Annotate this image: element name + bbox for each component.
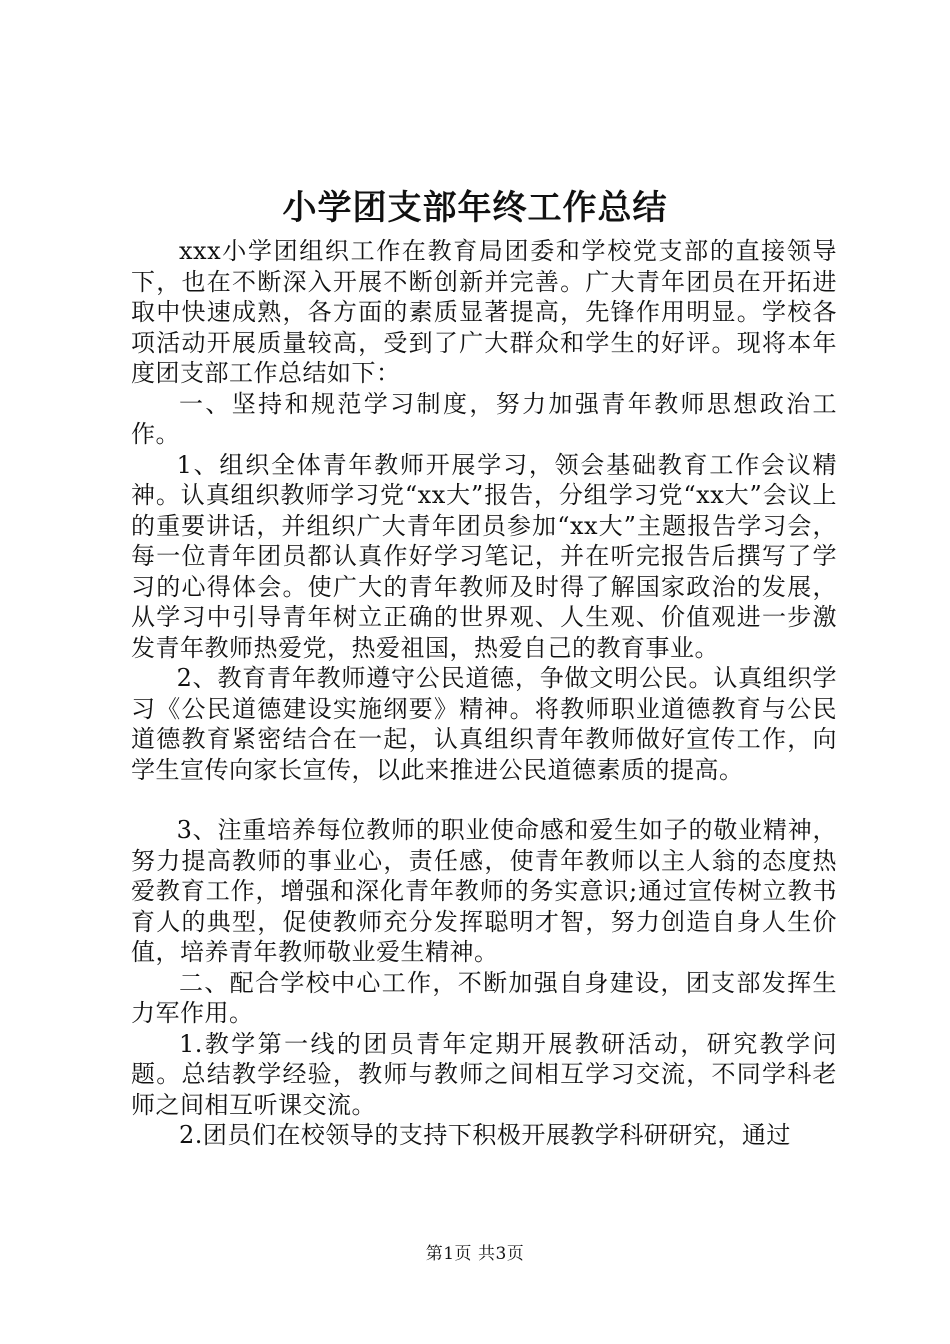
- paragraph-intro: xxx小学团组织工作在教育局团委和学校党支部的直接领导下，也在不断深入开展不断创新并完善。广大青年团员在开拓进取中快速成熟，各方面的素质显著提高，先锋作用明显。学校各项活动开展质量较高，受到了广大群众和学生的好评。现将本年度团支部工作总结如下：: [131, 237, 837, 387]
- paragraph-item-1-3: 3、注重培养每位教师的职业使命感和爱生如子的敬业精神，努力提高教师的事业心，责任感，使青年教师以主人翁的态度热爱教育工作，增强和深化青年教师的务实意识;通过宣传树立教书育人的典型，促使教师充分发挥聪明才智，努力创造自身人生价值，培养青年教师敬业爱生精神。: [131, 816, 837, 966]
- section-heading-2: 二、配合学校中心工作，不断加强自身建设，团支部发挥生力军作用。: [131, 968, 837, 1027]
- paragraph-item-2-2: 2.团员们在校领导的支持下积极开展教学科研研究，通过: [179, 1121, 791, 1149]
- document-title: 小学团支部年终工作总结: [282, 188, 668, 228]
- document-body: [131, 236, 837, 1151]
- paragraph-item-2-1: 1.教学第一线的团员青年定期开展教研活动，研究教学问题。总结教学经验，教师与教师之间相互学习交流，不同学科老师之间相互听课交流。: [131, 1029, 837, 1119]
- section-heading-1: 一、坚持和规范学习制度，努力加强青年教师思想政治工作。: [131, 389, 837, 448]
- paragraph-item-1-1: 1、组织全体青年教师开展学习，领会基础教育工作会议精神。认真组织教师学习党“xx大”报告，分组学习党“xx大”会议上的重要讲话，并组织广大青年团员参加“xx大”主题报告学习会，每一位青年团员都认真作好学习笔记，并在听完报告后撰写了学习的心得体会。使广大的青年教师及时得了解国家政治的发展，从学习中引导青年树立正确的世界观、人生观、价值观进一步激发青年教师热爱党，热爱祖国，热爱自己的教育事业。: [131, 450, 837, 662]
- page-number-footer: 第1页 共3页: [425, 1244, 525, 1264]
- paragraph-item-1-2: 2、教育青年教师遵守公民道德，争做文明公民。认真组织学习《公民道德建设实施纲要》精神。将教师职业道德教育与公民道德教育紧密结合在一起，认真组织青年教师做好宣传工作，向学生宣传向家长宣传，以此来推进公民道德素质的提高。: [131, 664, 837, 784]
